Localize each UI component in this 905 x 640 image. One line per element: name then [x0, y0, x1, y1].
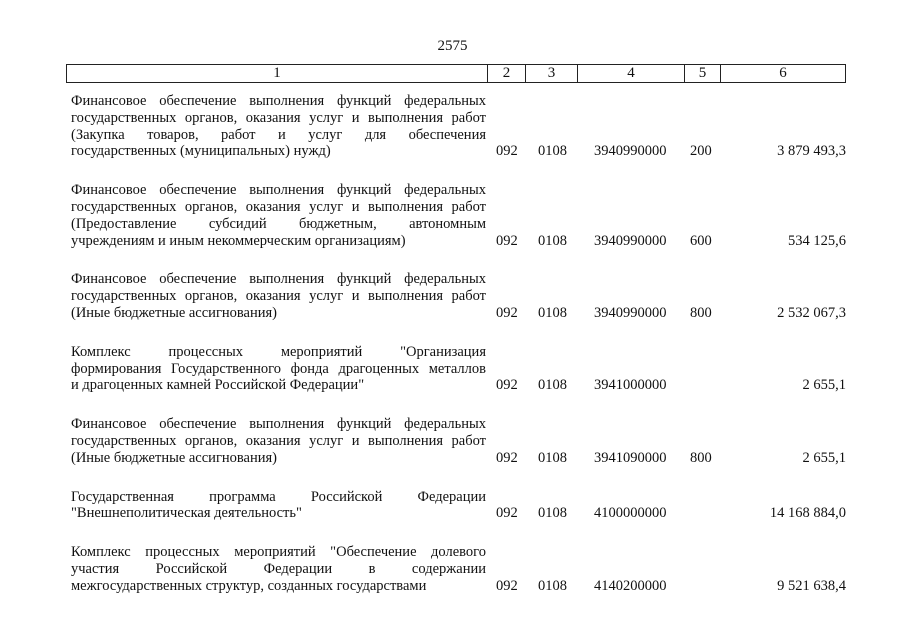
page-number: 2575 [437, 38, 468, 54]
row-description [66, 93, 486, 160]
description-line: и драгоценных камней Российской Федерации" [71, 377, 365, 394]
table-row [66, 544, 846, 594]
row-description [66, 344, 486, 394]
col-2-value: 092 [496, 505, 518, 522]
col-2-value: 092 [496, 304, 518, 321]
description-line: учреждениям и иным некоммерческим организациям) [71, 232, 406, 249]
col-2-value: 092 [496, 377, 518, 394]
col-3-value: 0108 [538, 505, 567, 522]
table-body [66, 93, 846, 595]
row-description [66, 416, 486, 466]
col-4-value: 3941090000 [594, 449, 667, 466]
col-6-value: 9 521 638,4 [777, 577, 846, 594]
description-line: Комплекс процессных мероприятий "Организация [71, 343, 486, 360]
header-col-6: 6 [779, 65, 787, 81]
row-description [66, 182, 486, 249]
col-4-value: 3940990000 [594, 143, 667, 160]
description-line: государственных органов, оказания услуг и выполнения работ [71, 432, 486, 449]
row-description [66, 489, 486, 523]
table-row [66, 93, 846, 160]
table-row [66, 416, 846, 466]
col-3-value: 0108 [538, 449, 567, 466]
description-line: (Иные бюджетные ассигнования) [71, 449, 278, 466]
col-6-value: 2 655,1 [802, 377, 846, 394]
col-5-value: 600 [690, 232, 712, 249]
table-row [66, 271, 846, 321]
col-6-value: 2 655,1 [802, 449, 846, 466]
col-3-value: 0108 [538, 304, 567, 321]
table-header-row [66, 64, 846, 83]
description-line: Комплекс процессных мероприятий "Обеспечение долевого [71, 544, 486, 561]
col-6-value: 2 532 067,3 [777, 304, 846, 321]
col-2-value: 092 [496, 449, 518, 466]
description-line: Финансовое обеспечение выполнения функций федеральных [71, 182, 486, 199]
col-5-value: 200 [690, 143, 712, 160]
col-6-value: 14 168 884,0 [769, 505, 846, 522]
col-5-value: 800 [690, 449, 712, 466]
col-3-value: 0108 [538, 143, 567, 160]
col-3-value: 0108 [538, 577, 567, 594]
col-4-value: 3941000000 [594, 377, 667, 394]
description-line: государственных органов, оказания услуг и выполнения работ [71, 109, 486, 126]
col-2-value: 092 [496, 232, 518, 249]
col-3-value: 0108 [538, 232, 567, 249]
header-col-1: 1 [67, 65, 488, 82]
table-row [66, 489, 846, 523]
header-col-3: 3 [526, 65, 578, 82]
col-4-value: 3940990000 [594, 232, 667, 249]
col-3-value: 0108 [538, 377, 567, 394]
col-2-value: 092 [496, 577, 518, 594]
description-line: Финансовое обеспечение выполнения функций федеральных [71, 271, 486, 288]
header-col-5: 5 [685, 65, 721, 82]
description-line: государственных органов, оказания услуг и выполнения работ [71, 288, 486, 305]
description-line: Государственная программа Российской Федерации [71, 488, 486, 505]
col-2-value: 092 [496, 143, 518, 160]
description-line: (Иные бюджетные ассигнования) [71, 304, 278, 321]
table-row [66, 344, 846, 394]
col-6-value: 534 125,6 [788, 232, 846, 249]
table-row [66, 182, 846, 249]
description-line: государственных органов, оказания услуг и выполнения работ [71, 198, 486, 215]
row-description [66, 544, 486, 594]
description-line: участия Российской Федерации в содержании [71, 560, 486, 577]
header-col-4: 4 [578, 65, 685, 82]
description-line: государственных (муниципальных) нужд) [71, 143, 331, 160]
header-col-2: 2 [488, 65, 526, 82]
row-description [66, 271, 486, 321]
col-4-value: 4100000000 [594, 505, 667, 522]
description-line: Финансовое обеспечение выполнения функций федеральных [71, 416, 486, 433]
description-line: Финансовое обеспечение выполнения функций федеральных [71, 93, 486, 109]
description-line: формирования Государственного фонда драгоценных металлов [71, 360, 486, 377]
description-line: (Закупка товаров, работ и услуг для обеспечения [71, 126, 486, 143]
description-line: "Внешнеполитическая деятельность" [71, 505, 302, 522]
col-4-value: 3940990000 [594, 304, 667, 321]
description-line: межгосударственных структур, созданных государствами [71, 577, 427, 594]
col-6-value: 3 879 493,3 [777, 143, 846, 160]
col-4-value: 4140200000 [594, 577, 667, 594]
col-5-value: 800 [690, 304, 712, 321]
description-line: (Предоставление субсидий бюджетным, автономным [71, 215, 486, 232]
